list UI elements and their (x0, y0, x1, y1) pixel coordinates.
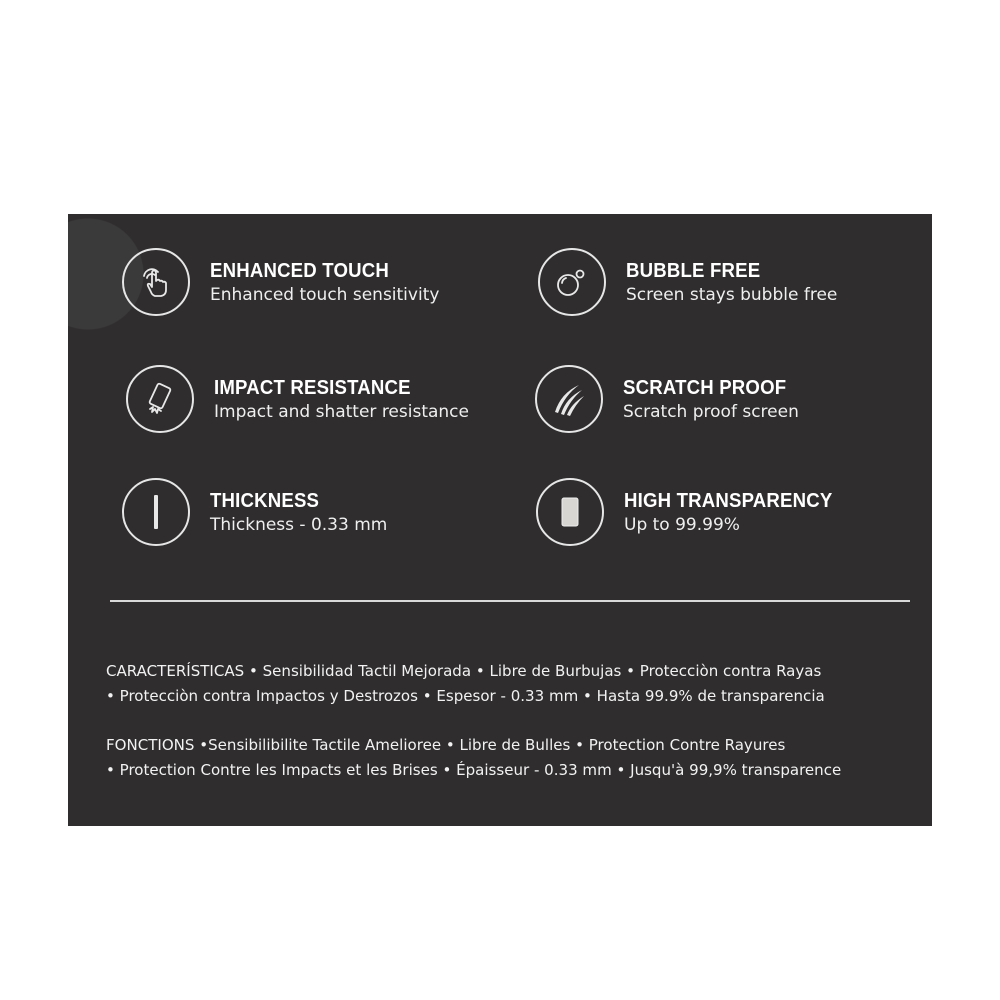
feature-title: HIGH TRANSPARENCY (624, 489, 833, 512)
feature-impact-resistance (126, 365, 469, 433)
feature-title: ENHANCED TOUCH (210, 259, 389, 282)
touch-hand-icon (122, 248, 190, 316)
bubble-icon (538, 248, 606, 316)
feature-subtitle: Thickness - 0.33 mm (210, 514, 388, 535)
feature-thickness (122, 478, 387, 546)
french-features (106, 733, 864, 783)
feature-title: SCRATCH PROOF (623, 376, 787, 399)
divider (110, 600, 910, 602)
transparent-glass-icon (536, 478, 604, 546)
french-line-1: FONCTIONS •Sensibilibilite Tactile Amelioree • Libre de Bulles • Protection Contre Rayures (106, 736, 786, 754)
spanish-line-1: CARACTERÍSTICAS • Sensibilidad Tactil Mejorada • Libre de Burbujas • Protecciòn contra Rayas (106, 662, 822, 680)
feature-card (68, 214, 932, 826)
feature-scratch-proof (535, 365, 799, 433)
feature-enhanced-touch (122, 248, 439, 316)
feature-title: THICKNESS (210, 489, 320, 512)
feature-high-transparency (536, 478, 848, 546)
spanish-line-2: • Protecciòn contra Impactos y Destrozos • Espesor - 0.33 mm • Hasta 99.9% de transparencia (106, 687, 825, 705)
feature-title: BUBBLE FREE (626, 259, 761, 282)
feature-subtitle: Scratch proof screen (623, 401, 799, 422)
feature-bubble-free (538, 248, 837, 316)
feature-subtitle: Screen stays bubble free (626, 284, 838, 305)
feature-subtitle: Impact and shatter resistance (214, 401, 469, 422)
claw-scratch-icon (535, 365, 603, 433)
feature-title: IMPACT RESISTANCE (214, 376, 411, 399)
french-line-2: • Protection Contre les Impacts et les Brises • Épaisseur - 0.33 mm • Jusqu'à 99,9% transparence (106, 761, 842, 779)
impact-phone-icon (126, 365, 194, 433)
feature-subtitle: Up to 99.99% (624, 514, 740, 535)
thin-bar-icon (122, 478, 190, 546)
feature-subtitle: Enhanced touch sensitivity (210, 284, 440, 305)
spanish-features (106, 659, 847, 709)
